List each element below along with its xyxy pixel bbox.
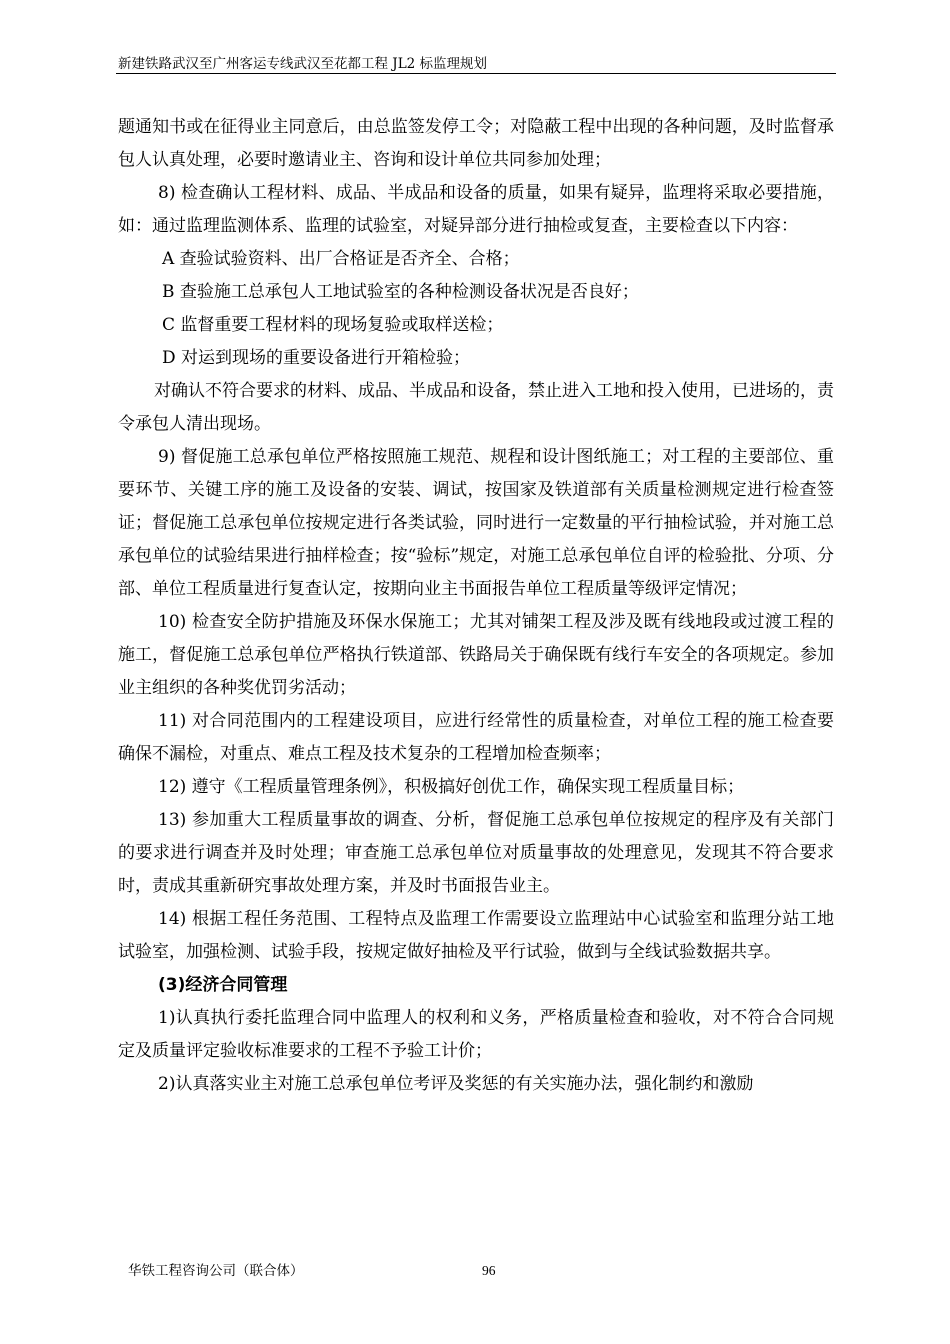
paragraph-stop-work-order: 题通知书或在征得业主同意后，由总监签发停工令；对隐蔽工程中出现的各种问题，及时监督承包人认真处理，必要时邀请业主、咨询和设计单位共同参加处理； [118, 117, 834, 170]
page-footer [118, 1261, 834, 1281]
paragraph-item-9-supervise-construction: 9) 督促施工总承包单位严格按照施工规范、规程和设计图纸施工；对工程的主要部位、重要环节、关键工序的施工及设备的安装、调试，按国家及铁道部有关质量检测规定进行检查签证；督促施工总承包单位按规定进行各类试验，同时进行一定数量的平行抽检试验，并对施工总承包单位的试验结果进行抽样检查；按“验标”规定，对施工总承包单位自评的检验批、分项、分部、单位工程质量进行复查认定，按期向业主书面报告单位工程质量等级评定情况； [118, 447, 834, 599]
paragraph-item-14-laboratory: 14) 根据工程任务范围、工程特点及监理工作需要设立监理站中心试验室和监理分站工地试验室，加强检测、试验手段，按规定做好抽检及平行试验，做到与全线试验数据共享。 [118, 909, 834, 962]
paragraph-sub-item-b: B 查验施工总承包人工地试验室的各种检测设备状况是否良好； [162, 282, 639, 302]
paragraph-item-10-safety: 10) 检查安全防护措施及环保水保施工；尤其对铺架工程及涉及既有线地段或过渡工程的施工，督促施工总承包单位严格执行铁道部、铁路局关于确保既有线行车安全的各项规定。参加业主组织的各种奖优罚劣活动； [118, 612, 834, 698]
footer-company-name: 华铁工程咨询公司（联合体） [128, 1263, 304, 1279]
header-divider [116, 73, 836, 74]
page-header-title: 新建铁路武汉至广州客运专线武汉至花都工程 JL2 标监理规划 [118, 56, 488, 72]
page-number: 96 [482, 1263, 496, 1278]
paragraph-reject-nonconforming: 对确认不符合要求的材料、成品、半成品和设备，禁止进入工地和投入使用，已进场的，责令承包人清出现场。 [118, 381, 834, 434]
paragraph-sub-item-d: D 对运到现场的重要设备进行开箱检验； [162, 348, 471, 368]
paragraph-contract-item-2: 2)认真落实业主对施工总承包单位考评及奖惩的有关实施办法，强化制约和激励 [158, 1074, 754, 1094]
paragraph-item-13-accident-investigation: 13) 参加重大工程质量事故的调查、分析，督促施工总承包单位按规定的程序及有关部门的要求进行调查并及时处理；审查施工总承包单位对质量事故的处理意见，发现其不符合要求时，责成其重新研究事故处理方案，并及时书面报告业主。 [118, 810, 834, 896]
document-body [118, 111, 834, 1101]
paragraph-item-11-quality-inspection: 11) 对合同范围内的工程建设项目，应进行经常性的质量检查，对单位工程的施工检查要确保不漏检，对重点、难点工程及技术复杂的工程增加检查频率； [118, 711, 834, 764]
paragraph-item-12-regulations: 12) 遵守《工程质量管理条例》，积极搞好创优工作，确保实现工程质量目标； [158, 777, 745, 797]
paragraph-contract-item-1: 1)认真执行委托监理合同中监理人的权利和义务，严格质量检查和验收，对不符合合同规定及质量评定验收标准要求的工程不予验工计价； [118, 1008, 834, 1061]
section-heading-contract-management: (3)经济合同管理 [158, 975, 288, 995]
paragraph-sub-item-c: C 监督重要工程材料的现场复验或取样送检； [162, 315, 504, 335]
paragraph-item-8-material-check: 8) 检查确认工程材料、成品、半成品和设备的质量，如果有疑异，监理将采取必要措施，如：通过监理监测体系、监理的试验室，对疑异部分进行抽检或复查，主要检查以下内容： [118, 183, 834, 236]
paragraph-sub-item-a: A 查验试验资料、出厂合格证是否齐全、合格； [162, 249, 520, 269]
